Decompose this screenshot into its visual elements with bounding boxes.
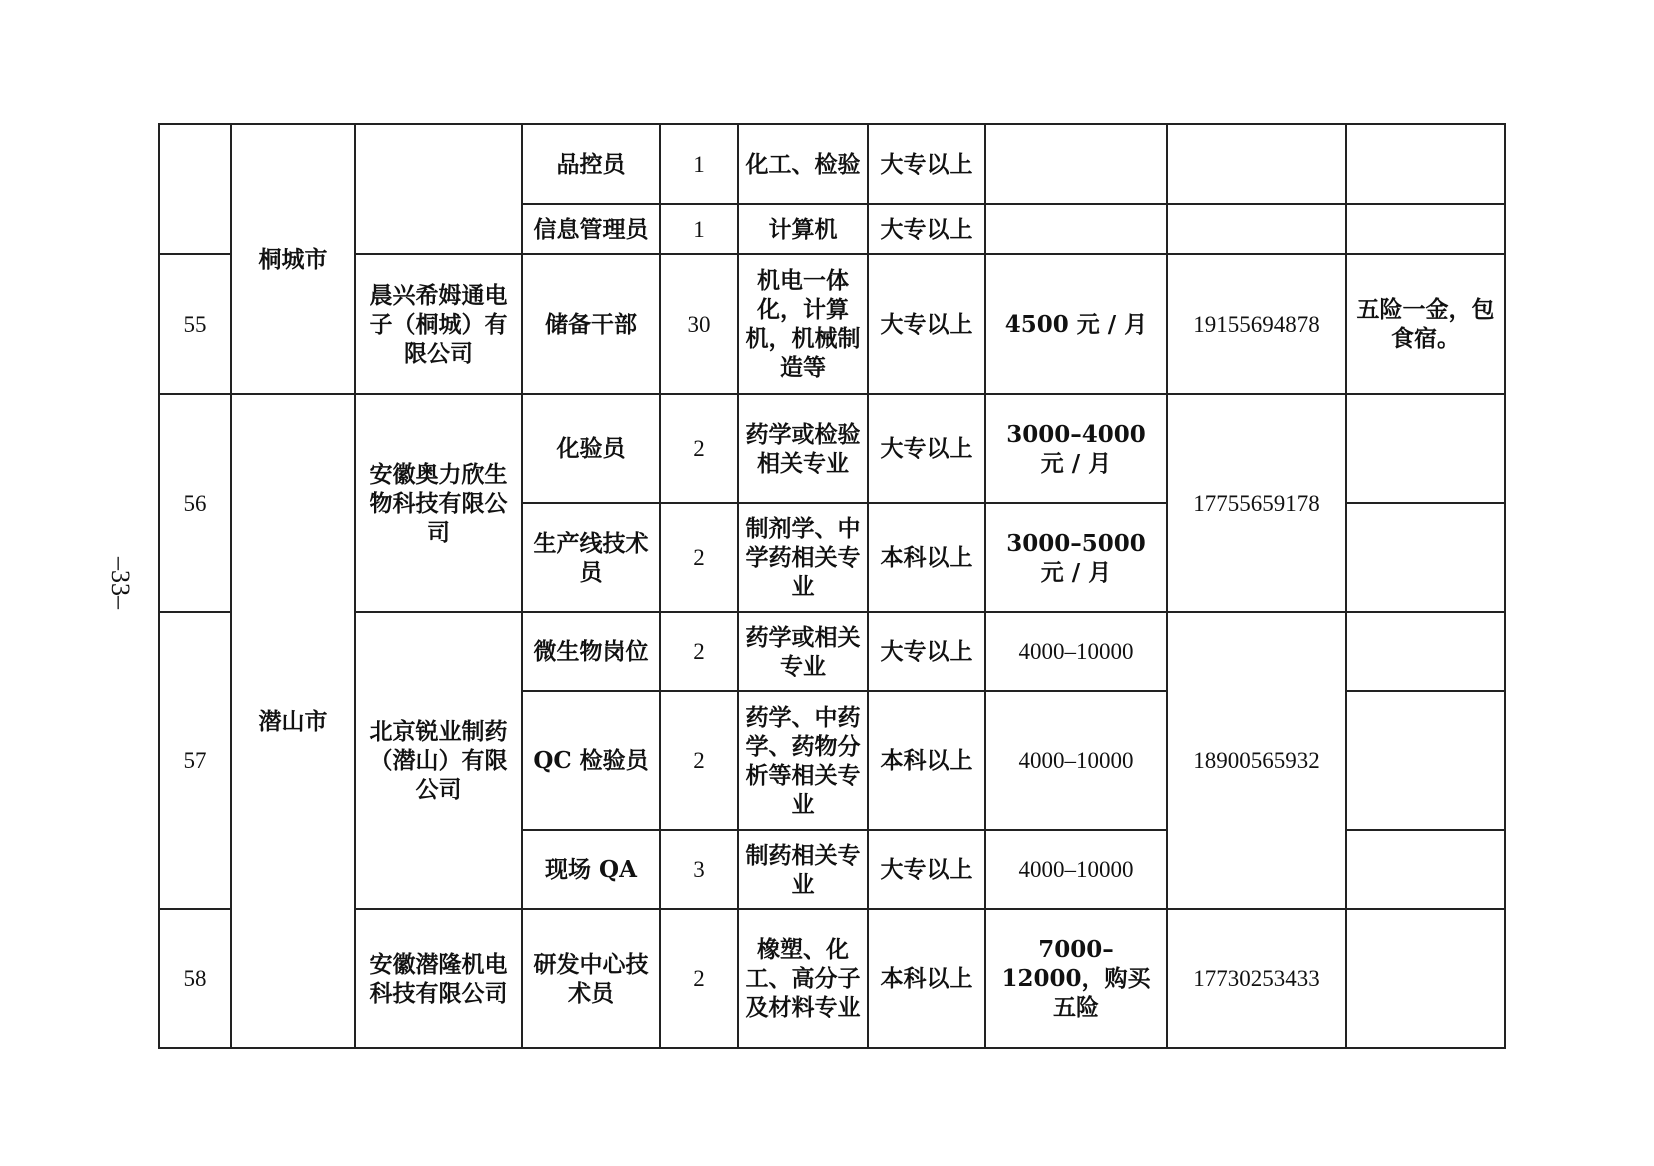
count-cell: 2 [660,612,738,691]
count-cell: 2 [660,909,738,1048]
edu-cell: 大专以上 [868,830,985,909]
position-cell: 储备干部 [522,254,660,394]
salary-cell: 4000–10000 [985,691,1167,830]
table-row [159,394,1505,503]
count-cell: 2 [660,503,738,612]
count-cell: 1 [660,124,738,204]
edu-cell: 本科以上 [868,691,985,830]
major-cell: 药学、中药学、药物分析等相关专业 [738,691,868,830]
phone-cell: 17730253433 [1167,909,1346,1048]
position-cell: 微生物岗位 [522,612,660,691]
note-cell [1346,830,1505,909]
major-cell: 计算机 [738,204,868,254]
recruitment-table [158,123,1506,1049]
table-row [159,612,1505,691]
position-cell: 化验员 [522,394,660,503]
salary-cell [985,204,1167,254]
no-cell [159,124,231,254]
note-cell [1346,503,1505,612]
company-cell [355,124,522,254]
position-cell: 生产线技术员 [522,503,660,612]
phone-cell: 17755659178 [1167,394,1346,612]
salary-cell: 4000–10000 [985,612,1167,691]
company-cell: 北京锐业制药（潜山）有限公司 [355,612,522,909]
edu-cell: 大专以上 [868,612,985,691]
phone-cell [1167,204,1346,254]
salary-cell [985,124,1167,204]
salary-cell: 7000–12000，购买五险 [985,909,1167,1048]
company-cell: 安徽潜隆机电科技有限公司 [355,909,522,1048]
note-cell [1346,691,1505,830]
count-cell: 30 [660,254,738,394]
position-cell: 现场 QA [522,830,660,909]
position-cell: 研发中心技术员 [522,909,660,1048]
city-cell: 潜山市 [231,394,355,1048]
table-row [159,124,1505,204]
phone-cell [1167,124,1346,204]
city-cell: 桐城市 [231,124,355,394]
salary-cell: 4000–10000 [985,830,1167,909]
note-cell [1346,394,1505,503]
no-cell: 55 [159,254,231,394]
note-cell [1346,612,1505,691]
page-number: –33– [106,557,135,609]
edu-cell: 大专以上 [868,394,985,503]
major-cell: 化工、检验 [738,124,868,204]
major-cell: 制剂学、中学药相关专业 [738,503,868,612]
major-cell: 药学或检验相关专业 [738,394,868,503]
position-cell: 信息管理员 [522,204,660,254]
major-cell: 药学或相关专业 [738,612,868,691]
company-cell: 安徽奥力欣生物科技有限公司 [355,394,522,612]
salary-cell: 3000–4000 元 / 月 [985,394,1167,503]
count-cell: 2 [660,394,738,503]
note-cell [1346,909,1505,1048]
edu-cell: 大专以上 [868,124,985,204]
phone-cell: 19155694878 [1167,254,1346,394]
note-cell [1346,124,1505,204]
edu-cell: 大专以上 [868,204,985,254]
table-row [159,909,1505,1048]
salary-cell: 4500 元 / 月 [985,254,1167,394]
major-cell: 制药相关专业 [738,830,868,909]
company-cell: 晨兴希姆通电子（桐城）有限公司 [355,254,522,394]
phone-cell: 18900565932 [1167,612,1346,909]
count-cell: 1 [660,204,738,254]
edu-cell: 本科以上 [868,909,985,1048]
position-cell: QC 检验员 [522,691,660,830]
salary-cell: 3000–5000 元 / 月 [985,503,1167,612]
no-cell: 57 [159,612,231,909]
no-cell: 56 [159,394,231,612]
count-cell: 3 [660,830,738,909]
major-cell: 机电一体化，计算机，机械制造等 [738,254,868,394]
note-cell [1346,204,1505,254]
edu-cell: 大专以上 [868,254,985,394]
edu-cell: 本科以上 [868,503,985,612]
position-cell: 品控员 [522,124,660,204]
no-cell: 58 [159,909,231,1048]
major-cell: 橡塑、化工、高分子及材料专业 [738,909,868,1048]
count-cell: 2 [660,691,738,830]
note-cell: 五险一金，包食宿。 [1346,254,1505,394]
table-row [159,254,1505,394]
